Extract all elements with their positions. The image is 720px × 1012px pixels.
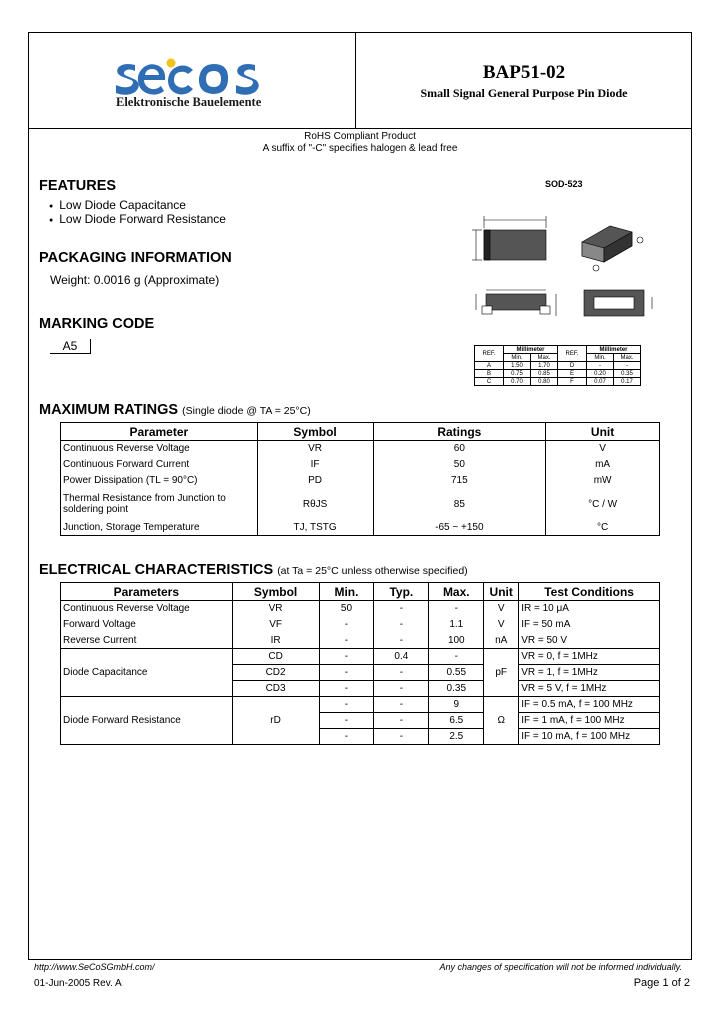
table-cell: 0.17	[614, 378, 641, 386]
table-cell: VR	[257, 441, 373, 457]
footer-date: 01-Jun-2005 Rev. A	[34, 978, 122, 989]
table-cell: Max.	[531, 354, 558, 362]
column-header: Parameter	[61, 423, 258, 441]
table-cell: VR = 5 V, f = 1MHz	[519, 681, 660, 697]
table-cell: nA	[484, 633, 519, 649]
footer-notice: Any changes of specification will not be informed individually.	[439, 962, 682, 972]
table-cell: 6.5	[429, 713, 484, 729]
table-cell: Min.	[587, 354, 614, 362]
column-header: Max.	[429, 583, 484, 601]
table-cell: 715	[373, 473, 546, 489]
table-cell: -	[587, 362, 614, 370]
table-cell: CD2	[232, 665, 319, 681]
rohs-note: RoHS Compliant Product	[304, 131, 416, 142]
table-cell: mA	[546, 457, 660, 473]
electrical-table	[60, 582, 660, 745]
table-cell: -	[319, 713, 374, 729]
company-tagline: Elektronische Bauelemente	[116, 95, 262, 109]
table-cell: -	[374, 697, 429, 713]
table-cell: C	[475, 378, 504, 386]
electrical-title	[39, 562, 468, 578]
table-cell: 50	[319, 601, 374, 617]
table-cell: -	[374, 681, 429, 697]
table-cell: 0.70	[504, 378, 531, 386]
table-cell: 100	[429, 633, 484, 649]
table-cell: 0.35	[614, 370, 641, 378]
table-cell: 85	[373, 489, 546, 520]
table-cell: REF.	[475, 346, 504, 362]
table-cell: VR = 0, f = 1MHz	[519, 649, 660, 665]
bullet-icon: ●	[49, 203, 54, 210]
column-header: Min.	[319, 583, 374, 601]
column-header: Typ.	[374, 583, 429, 601]
table-cell: 1.1	[429, 617, 484, 633]
table-cell: 0.4	[374, 649, 429, 665]
table-cell: IF = 50 mA	[519, 617, 660, 633]
table-cell: Continuous Reverse Voltage	[61, 601, 233, 617]
column-header: Parameters	[61, 583, 233, 601]
table-cell: REF.	[558, 346, 587, 362]
marking-title: MARKING CODE	[39, 316, 155, 332]
table-cell: Diode Forward Resistance	[61, 697, 233, 745]
part-description: Small Signal General Purpose Pin Diode	[420, 86, 628, 100]
suffix-note: A suffix of "-C" specifies halogen & lead free	[262, 143, 458, 154]
bullet-icon: ●	[49, 217, 54, 224]
table-cell: -	[319, 617, 374, 633]
table-row	[61, 633, 660, 649]
table-cell: 0.35	[429, 681, 484, 697]
table-row	[475, 378, 641, 386]
table-row	[475, 362, 641, 370]
table-cell: IF = 10 mA, f = 100 MHz	[519, 729, 660, 745]
table-cell: PD	[257, 473, 373, 489]
table-row	[61, 457, 660, 473]
table-cell: V	[484, 601, 519, 617]
table-cell: CD3	[232, 681, 319, 697]
table-cell: Forward Voltage	[61, 617, 233, 633]
table-cell: Diode Capacitance	[61, 649, 233, 697]
column-header: Symbol	[257, 423, 373, 441]
table-cell: IF = 1 mA, f = 100 MHz	[519, 713, 660, 729]
table-cell: -	[374, 617, 429, 633]
table-cell: F	[558, 378, 587, 386]
table-cell: 0.85	[531, 370, 558, 378]
table-row	[61, 441, 660, 457]
table-cell: 1.70	[531, 362, 558, 370]
column-header: Unit	[546, 423, 660, 441]
table-cell: 0.07	[587, 378, 614, 386]
table-cell: IR	[232, 633, 319, 649]
table-cell: IF = 0.5 mA, f = 100 MHz	[519, 697, 660, 713]
table-cell: -	[319, 681, 374, 697]
weight-text: Weight: 0.0016 g (Approximate)	[50, 273, 220, 287]
table-cell: 0.75	[504, 370, 531, 378]
table-cell: 0.20	[587, 370, 614, 378]
table-cell: °C / W	[546, 489, 660, 520]
table-cell: V	[546, 441, 660, 457]
header-divider	[28, 128, 692, 129]
table-cell: A	[475, 362, 504, 370]
table-row	[61, 520, 660, 536]
table-cell: -	[614, 362, 641, 370]
footer-page: Page 1 of 2	[633, 977, 690, 989]
table-cell: VR = 50 V	[519, 633, 660, 649]
table-cell: 0.55	[429, 665, 484, 681]
table-cell: Max.	[614, 354, 641, 362]
table-cell: VF	[232, 617, 319, 633]
table-cell: -	[319, 665, 374, 681]
table-cell: °C	[546, 520, 660, 536]
table-row	[61, 617, 660, 633]
table-cell: TJ, TSTG	[257, 520, 373, 536]
marking-code-box	[50, 339, 91, 354]
table-cell: Millimeter	[504, 346, 558, 354]
column-header: Unit	[484, 583, 519, 601]
table-cell: IR = 10 μA	[519, 601, 660, 617]
table-cell: -	[374, 713, 429, 729]
table-cell: pF	[484, 649, 519, 697]
table-row	[61, 697, 660, 713]
table-cell: Min.	[504, 354, 531, 362]
table-cell: -	[374, 665, 429, 681]
section-subtitle: (Single diode @ TA = 25°C)	[182, 405, 311, 417]
table-row	[61, 601, 660, 617]
table-cell: -	[374, 601, 429, 617]
table-cell: IF	[257, 457, 373, 473]
table-cell: Power Dissipation (TL = 90°C)	[61, 473, 258, 489]
table-cell: D	[558, 362, 587, 370]
table-row	[475, 370, 641, 378]
feature-item	[49, 212, 226, 226]
table-cell: 0.80	[531, 378, 558, 386]
packaging-title: PACKAGING INFORMATION	[39, 250, 232, 266]
column-header: Symbol	[232, 583, 319, 601]
table-cell: -	[429, 601, 484, 617]
table-cell: -	[319, 697, 374, 713]
feature-text: Low Diode Forward Resistance	[59, 212, 226, 226]
marking-code: A5	[62, 339, 78, 353]
table-cell: 9	[429, 697, 484, 713]
table-cell: Continuous Forward Current	[61, 457, 258, 473]
table-cell: -65 ~ +150	[373, 520, 546, 536]
table-cell: V	[484, 617, 519, 633]
table-cell: Continuous Reverse Voltage	[61, 441, 258, 457]
table-row	[61, 649, 660, 665]
table-cell: -	[319, 649, 374, 665]
footer-url[interactable]: http://www.SeCoSGmbH.com/	[34, 962, 155, 972]
dimension-table	[474, 345, 641, 386]
table-row	[61, 489, 660, 520]
table-cell: -	[319, 633, 374, 649]
table-cell: Ω	[484, 697, 519, 745]
table-cell: Millimeter	[587, 346, 641, 354]
max-ratings-table	[60, 422, 660, 536]
table-cell: 1.50	[504, 362, 531, 370]
max-ratings-title	[39, 402, 311, 418]
table-cell: rD	[232, 697, 319, 745]
table-cell: E	[558, 370, 587, 378]
feature-item	[49, 198, 186, 212]
section-subtitle: (at Ta = 25°C unless otherwise specified)	[277, 565, 468, 577]
table-header-row	[61, 583, 660, 601]
table-cell: -	[374, 729, 429, 745]
table-cell: Reverse Current	[61, 633, 233, 649]
package-name: SOD-523	[545, 179, 583, 189]
table-cell: RθJS	[257, 489, 373, 520]
table-header-row	[61, 423, 660, 441]
table-cell: 50	[373, 457, 546, 473]
features-title: FEATURES	[39, 178, 117, 194]
table-cell: mW	[546, 473, 660, 489]
table-cell: -	[429, 649, 484, 665]
table-cell: B	[475, 370, 504, 378]
table-row	[61, 473, 660, 489]
table-cell: -	[319, 729, 374, 745]
column-header: Test Conditions	[519, 583, 660, 601]
feature-text: Low Diode Capacitance	[59, 198, 186, 212]
section-title: MAXIMUM RATINGS	[39, 402, 179, 418]
secos-logo	[113, 56, 278, 98]
section-title: ELECTRICAL CHARACTERISTICS	[39, 562, 274, 578]
table-cell: CD	[232, 649, 319, 665]
table-cell: VR	[232, 601, 319, 617]
table-cell: 2.5	[429, 729, 484, 745]
table-cell: VR = 1, f = 1MHz	[519, 665, 660, 681]
package-outline-drawing	[470, 212, 670, 322]
table-row	[475, 346, 641, 354]
table-cell: Junction, Storage Temperature	[61, 520, 258, 536]
table-cell: Thermal Resistance from Junction to soldering point	[61, 489, 258, 520]
table-cell: -	[374, 633, 429, 649]
part-number: BAP51-02	[482, 62, 566, 83]
column-header: Ratings	[373, 423, 546, 441]
table-cell: 60	[373, 441, 546, 457]
